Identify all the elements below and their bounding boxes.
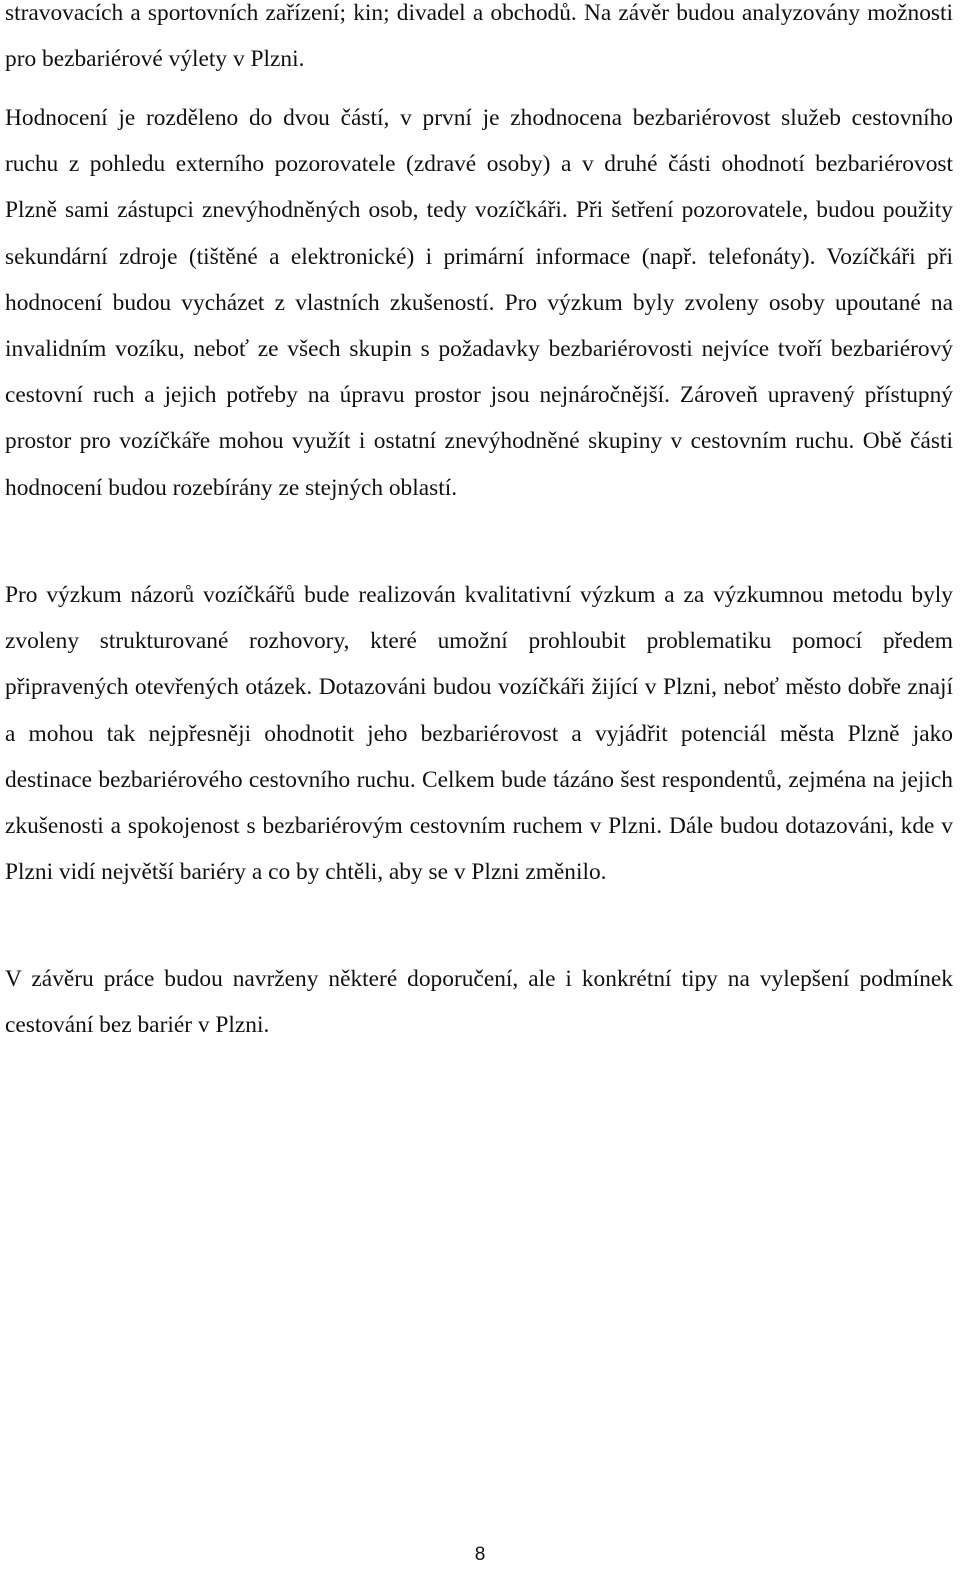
- paragraph-conclusion: V závěru práce budou navrženy některé doporučení, ale i konkrétní tipy na vylepšení podmínek cestování bez bariér v Plzni.: [5, 966, 953, 1039]
- paragraph-research-method: Pro výzkum názorů vozíčkářů bude realizován kvalitativní výzkum a za výzkumnou metodu byly zvoleny strukturované rozhovory, které umožní prohloubit problematiku pomocí předem připravených otevřených otázek. Dotazováni budou vozíčkáři žijící v Plzni, neboť město dobře znají a mohou tak nejpřesněji ohodnotit jeho bezbariérovost a vyjádřit potenciál města Plzně jako destinace bezbariérového cestovního ruchu. Celkem bude tázáno šest respondentů, zejména na jejich zkušenosti a spokojenost s bezbariérovým cestovním ruchem v Plzni. Dále budou dotazováni, kde v Plzni vidí největší bariéry a co by chtěli, aby se v Plzni změnilo.: [5, 582, 953, 886]
- page-number: 8: [474, 1544, 486, 1565]
- paragraph-evaluation-parts: Hodnocení je rozděleno do dvou částí, v první je zhodnocena bezbariérovost služeb cestovního ruchu z pohledu externího pozorovatele (zdravé osoby) a v druhé části ohodnotí bezbariérovost Plzně sami zástupci znevýhodněných osob, tedy vozíčkáři. Při šetření pozorovatele, budou použity sekundární zdroje (tištěné a elektronické) i primární informace (např. telefonáty). Vozíčkáři při hodnocení budou vycházet z vlastních zkušeností. Pro výzkum byly zvoleny osoby upoutané na invalidním vozíku, neboť ze všech skupin s požadavky bezbariérovosti nejvíce tvoří bezbariérový cestovní ruch a jejich potřeby na úpravu prostor jsou nejnáročnější. Zároveň upravený přístupný prostor pro vozíčkáře mohou využít i ostatní znevýhodněné skupiny v cestovním ruchu. Obě části hodnocení budou rozebírány ze stejných oblastí.: [5, 105, 953, 501]
- paragraph-continuation: stravovacích a sportovních zařízení; kin; divadel a obchodů. Na závěr budou analyzovány možnosti pro bezbariérové výlety v Plzni.: [5, 0, 953, 73]
